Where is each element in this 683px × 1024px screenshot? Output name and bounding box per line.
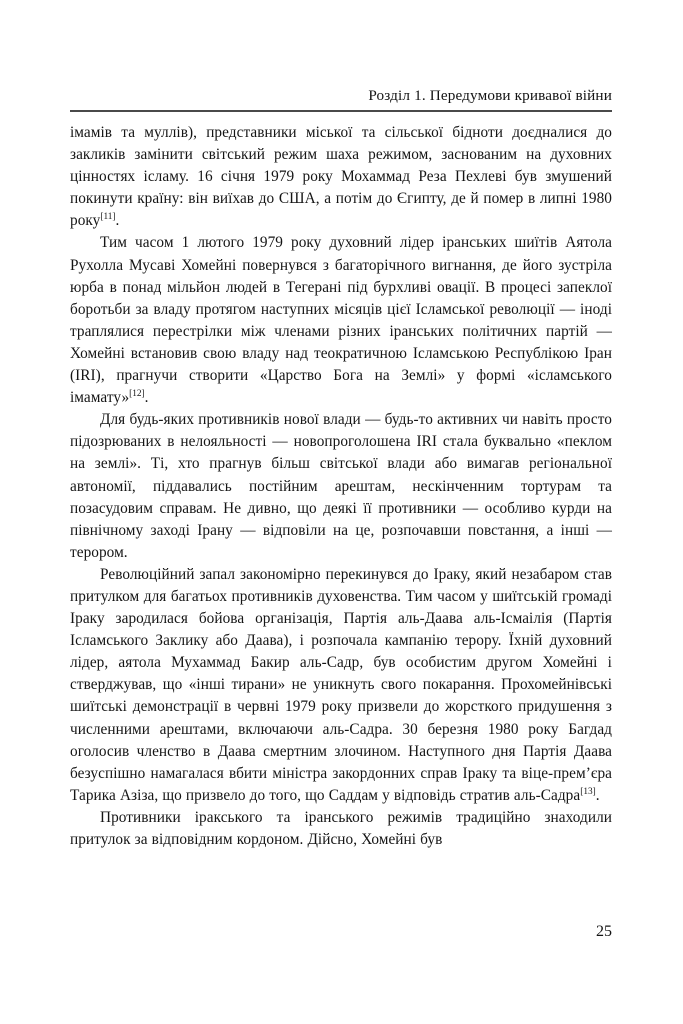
paragraph: імамів та муллів), представники міської та сільської бідноти доєдналися до закликів замінити світський режим шаха режимом, заснованим на духовних цінностях ісламу. 16 січня 1979 року Мохаммад Реза Пехлеві був змушений покинути країну: він виїхав до США, а потім до Єгипту, де й помер в липні 1980 року[11].	[70, 124, 612, 230]
running-head: Розділ 1. Передумови кривавої війни	[368, 87, 612, 104]
paragraph: Противники іракського та іранського режимів традиційно знаходили притулок за відповідним кордоном. Дійсно, Хомейні був	[70, 808, 612, 848]
page-number: 25	[596, 923, 612, 940]
header-rule-divider	[70, 110, 612, 112]
body-text-block	[70, 122, 612, 851]
footnote-marker[interactable]: [11]	[100, 212, 116, 223]
paragraph: Для будь-яких противників нової влади — будь-то активних чи навіть просто підозрюваних в нелояльності — новопроголошена IRI стала буквально «пеклом на землі». Ті, хто прагнув більш світської влади або вимагав регіональної автономії, піддавались постійним арештам, нескінченним тортурам та позасудовим справам. Не дивно, що деякі її противники — особливо курди на північному заході Ірану — відповіли на це, розпочавши повстання, а інші — терором.	[70, 411, 612, 561]
paragraph: Тим часом 1 лютого 1979 року духовний лідер іранських шиїтів Аятола Рухолла Мусаві Хомейні повернувся з багаторічного вигнання, де його зустріла юрба в понад мільйон людей в Тегерані під бурхливі овації. В процесі запеклої боротьби за владу протягом наступних місяців цієї Ісламської революції — іноді траплялися перестрілки між членами різних іранських політичних партій — Хомейні встановив свою владу над теократичною Ісламською Республікою Іран (IRI), прагнучи створити «Царство Бога на Землі» у формі «ісламського імамату»[12].	[70, 234, 612, 407]
footnote-marker[interactable]: [13]	[580, 786, 596, 797]
paragraph: Революційний запал закономірно перекинувся до Іраку, який незабаром став притулком для багатьох противників духовенства. Тим часом у шиїтській громаді Іраку зародилася бойова організація, Партія аль-Даава аль-Ісмаілія (Партія Ісламського Заклику або Даава), і розпочала кампанію терору. Їхній духовний лідер, аятола Мухаммад Бакир аль-Садр, був особистим другом Хомейні і стверджував, що «інші тирани» не уникнуть свого покарання. Прохомейнівські шиїтські демонстрації в червні 1979 року призвели до жорсткого придушення з численними арештами, включаючи аль-Садра. 30 березня 1980 року Багдад оголосив членство в Даава смертним злочином. Наступного дня Партія Даава безуспішно намагалася вбити міністра закордонних справ Іраку та віце-прем’єра Тарика Азіза, що призвело до того, що Саддам у відповідь стратив аль-Садра[13].	[70, 565, 612, 804]
footnote-marker[interactable]: [12]	[129, 389, 145, 400]
